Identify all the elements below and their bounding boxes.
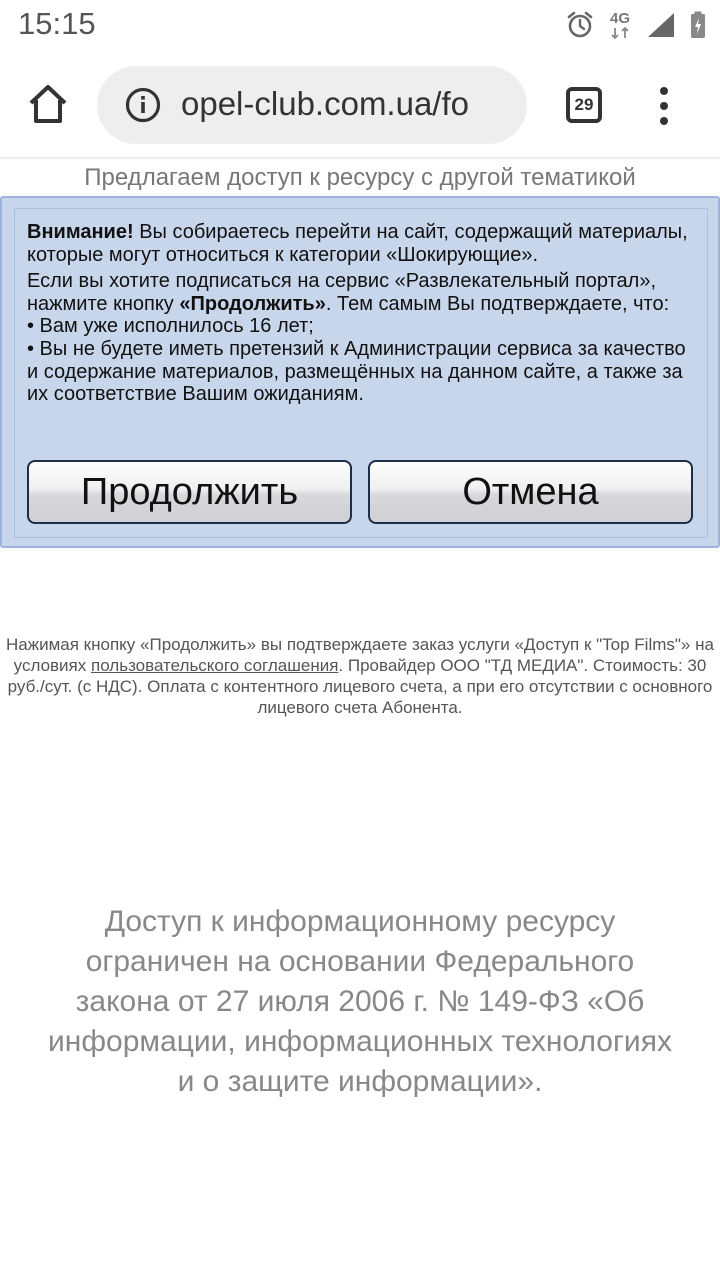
home-icon[interactable] [26, 82, 70, 126]
signal-icon [646, 11, 676, 39]
more-options-icon[interactable] [652, 84, 676, 128]
legal-note [4, 634, 716, 718]
warning-title: Внимание! [27, 221, 134, 243]
network-indicator [608, 9, 632, 39]
status-time: 15:15 [18, 6, 96, 41]
status-icons [566, 8, 706, 42]
url-text[interactable]: opel-club.com.ua/fo [181, 85, 469, 122]
status-bar [0, 0, 720, 50]
legal-text-after: . Провайдер ООО "ТД МЕДИА". Стоимость: 30 руб./сут. (с НДС). Оплата с контентного лицевого счета, а при его отсутствии с основного лицевого счета Абонента. [7, 656, 713, 717]
warning-intro [27, 221, 699, 266]
user-agreement-link[interactable]: пользовательского соглашения [91, 656, 339, 675]
warning-intro-text: Вы собираетесь перейти на сайт, содержащий материалы, которые могут относиться к категории «Шокирующие». [27, 221, 688, 266]
browser-toolbar [0, 50, 720, 158]
continue-button[interactable]: Продолжить [27, 460, 352, 524]
battery-charging-icon [690, 11, 706, 39]
warning-bullet-claims: • Вы не будете иметь претензий к Администрации сервиса за качество и содержание материалов, размещённых на данном сайте, а также за их соответствие Вашим ожиданиям. [27, 337, 686, 406]
subscribe-text-bold: «Продолжить» [179, 292, 326, 315]
cancel-button[interactable]: Отмена [368, 460, 693, 524]
alarm-icon [566, 11, 594, 39]
legal-text-before: Нажимая кнопку «Продолжить» вы подтверждаете заказ услуги «Доступ к "Top Films"» на условиях [6, 635, 714, 675]
subscribe-text-after: . Тем самым Вы подтверждаете, что: [325, 292, 670, 315]
law-notice: Доступ к информационному ресурсу ограничен на основании Федерального закона от 27 июля 2006 г. № 149-ФЗ «Об информации, информационных технологиях и о защите информации». [48, 905, 672, 1098]
address-bar[interactable] [97, 66, 527, 144]
warning-subscribe [27, 270, 699, 406]
tab-switcher-button[interactable]: 29 [566, 87, 602, 123]
info-icon[interactable] [125, 87, 161, 123]
warning-bullet-age: • Вам уже исполнилось 16 лет; [27, 315, 314, 338]
warning-text [27, 221, 699, 410]
offer-heading: Предлагаем доступ к ресурсу с другой тематикой [84, 164, 636, 191]
network-type: 4G [609, 9, 630, 27]
subscribe-text-before: Если вы хотите подписаться на сервис «Развлекательный портал», нажмите кнопку [27, 270, 657, 315]
